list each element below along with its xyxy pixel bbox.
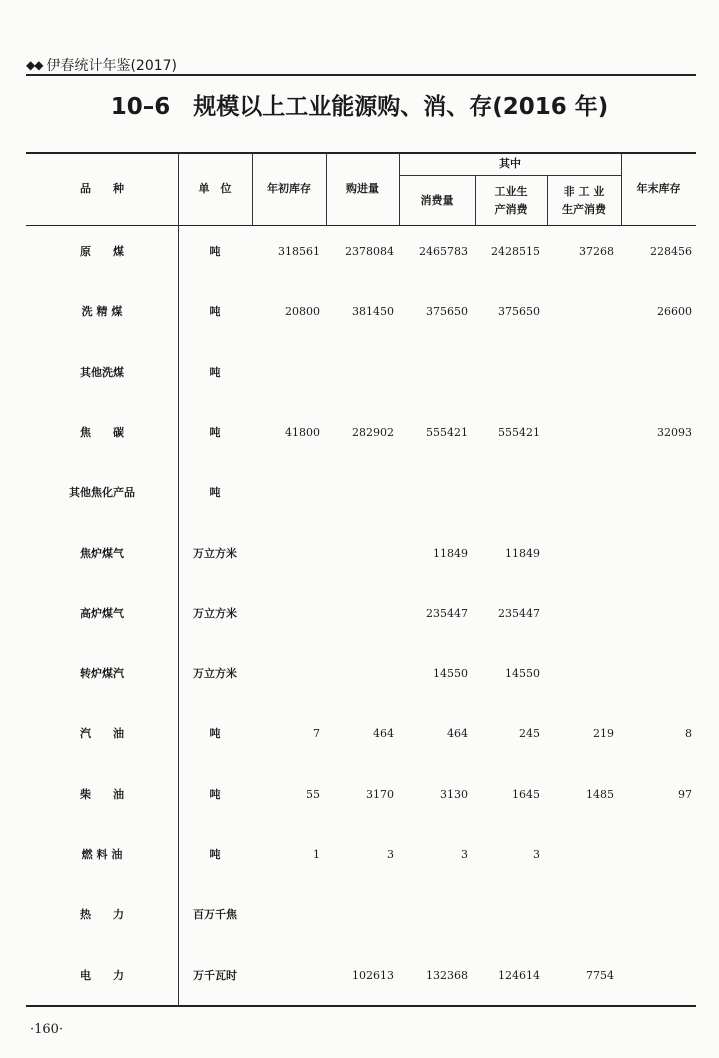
table-row: [26, 966, 696, 986]
cell-consumption: [400, 483, 468, 503]
cell-consumption: 3: [461, 848, 468, 861]
cell-industrial: [472, 483, 540, 503]
cell-name: 原 煤: [80, 245, 124, 258]
cell-nonindustrial: [546, 604, 614, 624]
book-title: 伊春统计年鉴(2017): [46, 58, 178, 74]
cell-closing: 26600: [657, 305, 692, 319]
cell-unit: 吨: [209, 425, 221, 439]
cell-purchase: 3170: [366, 787, 394, 801]
cell-opening: [252, 905, 320, 925]
cell-purchase: 381450: [352, 305, 394, 319]
cell-opening: 7: [313, 727, 320, 741]
cell-closing: [622, 966, 692, 986]
cell-industrial: 3: [533, 848, 540, 861]
cell-industrial: [472, 905, 540, 925]
cell-consumption: 375650: [426, 305, 468, 319]
col-header-purchase: 购进量: [346, 182, 379, 196]
table-row: [26, 785, 696, 805]
cell-consumption: 11849: [433, 546, 468, 560]
cell-unit: 万千瓦时: [193, 968, 237, 982]
table-row: [26, 604, 696, 624]
table-row: [26, 845, 696, 865]
table-row: [26, 544, 696, 564]
cell-closing: 8: [685, 727, 692, 741]
col-header-nonindustrial: [547, 176, 621, 225]
cell-purchase: 102613: [352, 968, 394, 982]
col-header-name: 品 种: [80, 182, 124, 196]
cell-unit: 吨: [209, 848, 221, 861]
cell-purchase: [326, 483, 394, 503]
col-header-opening: 年初库存: [267, 182, 311, 196]
cell-industrial: 245: [519, 727, 540, 741]
cell-unit: 吨: [209, 365, 221, 379]
col-header-industrial-line2: 产消费: [494, 202, 528, 216]
cell-nonindustrial: [546, 664, 614, 684]
cell-closing: [622, 363, 692, 383]
cell-name: 高炉煤气: [80, 606, 124, 620]
cell-opening: 41800: [285, 425, 320, 439]
cell-opening: 1: [313, 848, 320, 861]
cell-industrial: 1645: [512, 787, 540, 801]
cell-opening: [252, 363, 320, 383]
col-header-industrial: [475, 176, 547, 225]
cell-closing: 228456: [650, 245, 692, 258]
cell-purchase: 464: [373, 727, 394, 741]
col-header-unit: 单 位: [198, 182, 232, 196]
cell-purchase: [326, 664, 394, 684]
cell-unit: 万立方米: [193, 606, 237, 620]
table-row: [26, 905, 696, 925]
header-rule: [26, 74, 696, 76]
cell-unit: 万立方米: [193, 667, 237, 681]
cell-name: 焦炉煤气: [80, 546, 124, 560]
cell-name: 燃 料 油: [81, 848, 123, 861]
cell-unit: 万立方米: [193, 546, 237, 560]
cell-opening: [252, 483, 320, 503]
cell-consumption: [400, 363, 468, 383]
header-bottom-rule: [26, 225, 696, 226]
table-title: 10–6 规模以上工业能源购、消、存(2016 年): [110, 94, 609, 120]
cell-industrial: 555421: [498, 425, 540, 439]
cell-nonindustrial: [546, 544, 614, 564]
cell-industrial: 375650: [498, 305, 540, 319]
table-row: [26, 724, 696, 744]
cell-closing: [622, 664, 692, 684]
cell-closing: [622, 544, 692, 564]
cell-purchase: [326, 905, 394, 925]
cell-nonindustrial: [546, 423, 614, 443]
table-bottom-rule: [26, 1005, 696, 1007]
table-row: [26, 363, 696, 383]
cell-nonindustrial: [546, 363, 614, 383]
cell-name: 焦 碳: [80, 425, 124, 439]
running-header: [26, 54, 696, 76]
cell-name: 汽 油: [80, 727, 124, 741]
cell-nonindustrial: 7754: [586, 968, 614, 982]
cell-closing: 97: [678, 787, 692, 801]
cell-nonindustrial: 1485: [586, 787, 614, 801]
cell-consumption: 14550: [433, 667, 468, 681]
cell-consumption: 555421: [426, 425, 468, 439]
cell-consumption: 132368: [426, 968, 468, 982]
cell-opening: [252, 604, 320, 624]
col-header-group: 其中: [499, 157, 521, 171]
cell-industrial: 124614: [498, 968, 540, 982]
cell-purchase: [326, 363, 394, 383]
cell-nonindustrial: [546, 905, 614, 925]
table-row: [26, 664, 696, 684]
cell-purchase: 282902: [352, 425, 394, 439]
col-header-industrial-line1: 工业生: [494, 184, 528, 198]
table-row: [26, 242, 696, 262]
cell-opening: 318561: [278, 245, 320, 258]
cell-unit: 吨: [209, 787, 221, 801]
cell-industrial: 11849: [505, 546, 540, 560]
cell-purchase: [326, 544, 394, 564]
cell-nonindustrial: [546, 302, 614, 322]
cell-unit: 吨: [209, 245, 221, 258]
cell-closing: 32093: [657, 425, 692, 439]
cell-nonindustrial: [546, 845, 614, 865]
cell-closing: [622, 604, 692, 624]
cell-opening: 55: [306, 787, 320, 801]
cell-purchase: 2378084: [345, 245, 394, 258]
table-row: [26, 302, 696, 322]
cell-unit: 百万千焦: [193, 908, 237, 922]
cell-industrial: 235447: [498, 606, 540, 620]
cell-name: 洗 精 煤: [81, 305, 123, 319]
cell-nonindustrial: 37268: [579, 245, 614, 258]
cell-consumption: 235447: [426, 606, 468, 620]
cell-consumption: 3130: [440, 787, 468, 801]
cell-purchase: [326, 604, 394, 624]
cell-industrial: 2428515: [491, 245, 540, 258]
col-header-closing: 年末库存: [636, 182, 681, 196]
page-number: ·160·: [30, 1022, 64, 1037]
cell-name: 其他焦化产品: [69, 486, 135, 500]
cell-opening: 20800: [285, 305, 320, 319]
cell-purchase: 3: [387, 848, 394, 861]
col-header-nonindustrial-line2: 生产消费: [562, 202, 606, 216]
table-row: [26, 483, 696, 503]
cell-unit: 吨: [209, 486, 221, 500]
cell-closing: [622, 905, 692, 925]
cell-nonindustrial: [546, 483, 614, 503]
cell-opening: [252, 544, 320, 564]
cell-name: 电 力: [80, 968, 124, 982]
cell-closing: [622, 845, 692, 865]
col-header-consumption: 消费量: [420, 193, 454, 207]
cell-nonindustrial: 219: [593, 727, 614, 741]
cell-name: 热 力: [80, 908, 124, 922]
table-row: [26, 423, 696, 443]
col-header-nonindustrial-line1: 非 工 业: [563, 184, 605, 198]
cell-consumption: 2465783: [419, 245, 468, 258]
cell-name: 其他洗煤: [80, 365, 124, 379]
cell-opening: [252, 664, 320, 684]
cell-industrial: 14550: [505, 667, 540, 681]
cell-closing: [622, 483, 692, 503]
cell-name: 转炉煤汽: [80, 667, 124, 681]
cell-opening: [252, 966, 320, 986]
cell-consumption: 464: [447, 727, 468, 741]
col-divider-name: [178, 153, 179, 1005]
cell-name: 柴 油: [80, 787, 124, 801]
diamond-bullets: ◆◆: [26, 58, 43, 72]
cell-industrial: [472, 363, 540, 383]
cell-unit: 吨: [209, 727, 221, 741]
cell-consumption: [400, 905, 468, 925]
cell-unit: 吨: [209, 305, 221, 319]
